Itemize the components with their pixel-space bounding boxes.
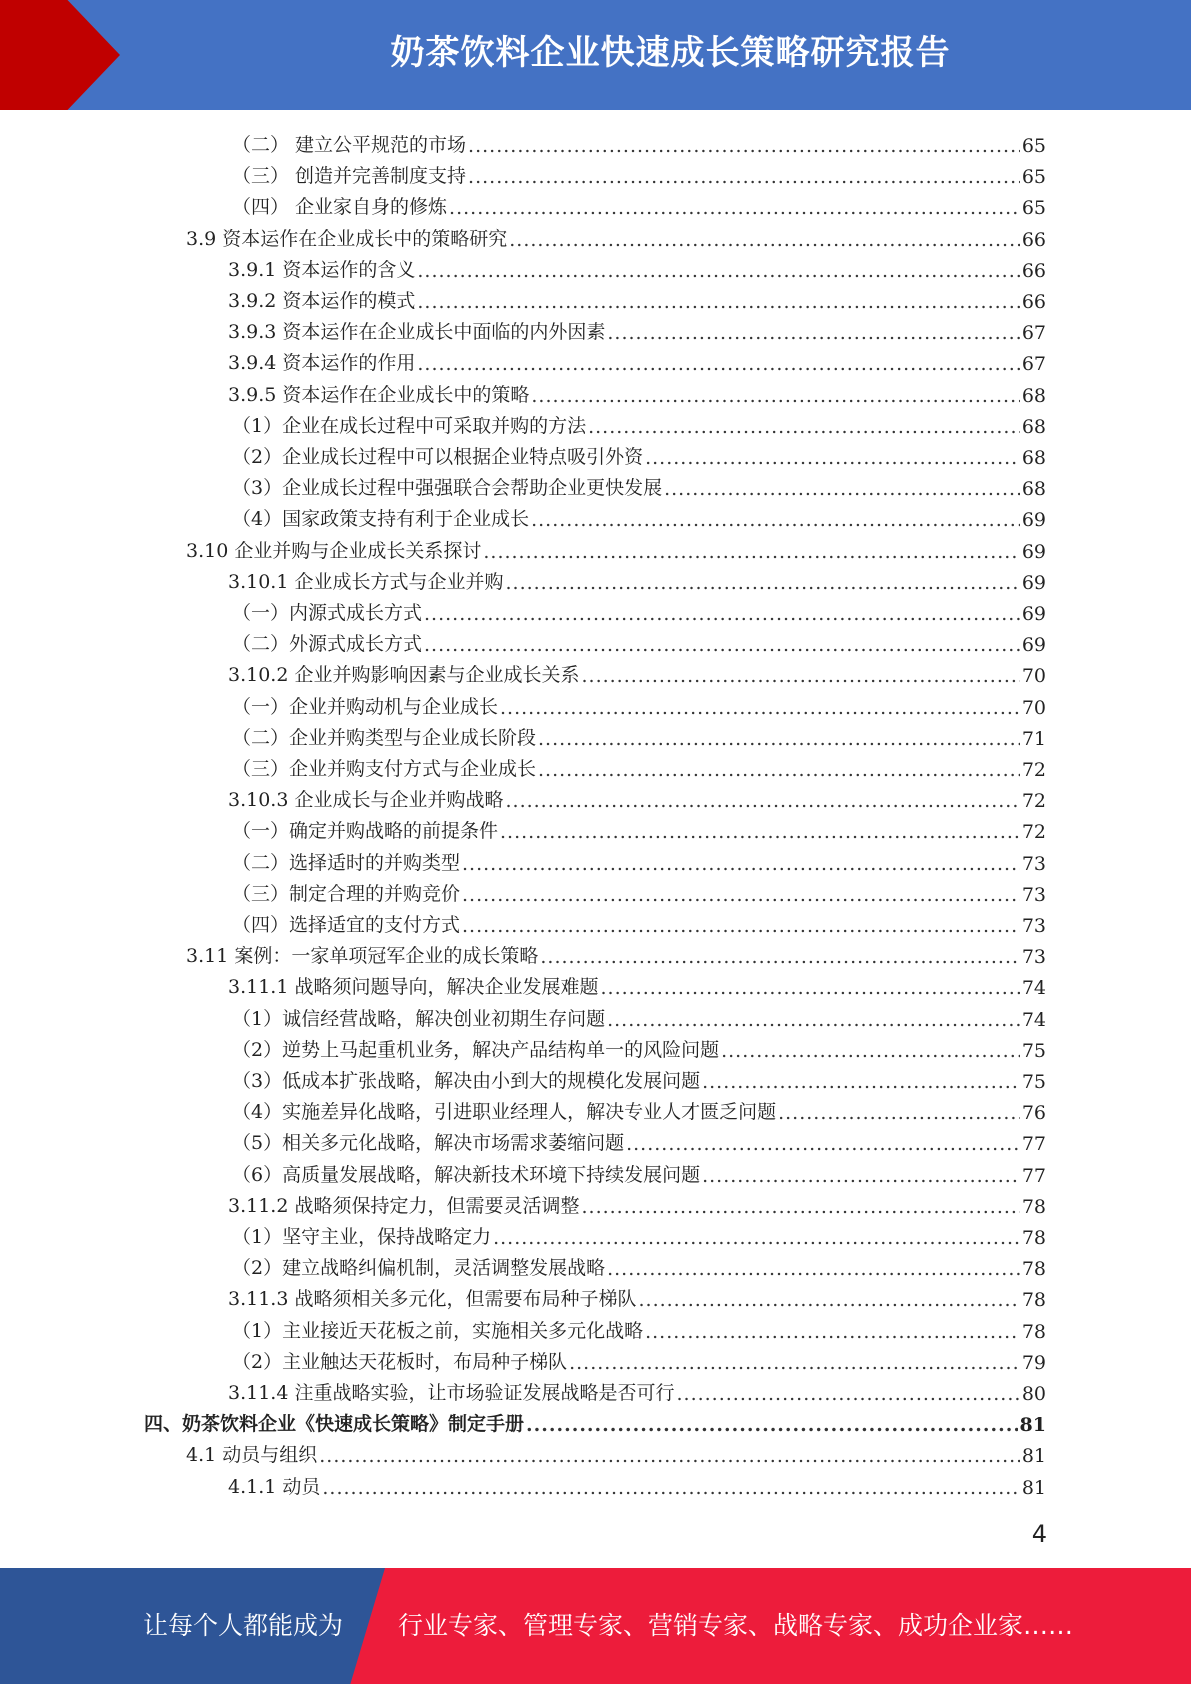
toc-entry-label: （一）内源式成长方式: [232, 602, 423, 624]
toc-entry[interactable]: [232, 1031, 1046, 1062]
toc-entry-label: （一）确定并购战略的前提条件: [232, 820, 499, 843]
toc-entry-page: 66: [1021, 259, 1046, 282]
toc-leader-dots: [676, 1383, 1019, 1405]
toc-entry-label: 3.10.1 企业成长方式与企业并购: [228, 570, 504, 593]
toc-entry-page: 71: [1021, 727, 1046, 750]
toc-entry-label: 3.9.4 资本运作的作用: [228, 352, 416, 375]
toc-entry-label: （2）企业成长过程中可以根据企业特点吸引外资: [232, 446, 644, 468]
toc-entry-label: （2）逆势上马起重机业务，解决产品结构单一的风险问题: [232, 1038, 720, 1061]
toc-leader-dots: [417, 291, 1019, 313]
toc-entry-page: 69: [1021, 509, 1046, 532]
toc-leader-dots: [721, 1040, 1020, 1062]
toc-entry[interactable]: [228, 313, 1046, 344]
toc-entry-label: 3.9.2 资本运作的模式: [228, 290, 416, 312]
toc-entry-page: 79: [1021, 1351, 1046, 1374]
toc-leader-dots: [531, 385, 1019, 407]
toc-entry[interactable]: [232, 1093, 1046, 1124]
toc-entry-label: 3.11.4 注重战略实验，让市场验证发展战略是否可行: [228, 1382, 675, 1404]
toc-entry[interactable]: [186, 532, 1046, 563]
toc-entry[interactable]: [232, 812, 1046, 843]
toc-leader-dots: [538, 728, 1020, 750]
toc-leader-dots: [581, 1196, 1019, 1218]
toc-leader-dots: [509, 229, 1020, 251]
toc-entry-label: 3.10.3 企业成长与企业并购战略: [228, 789, 504, 812]
toc-entry[interactable]: [232, 469, 1046, 500]
toc-entry[interactable]: [232, 1062, 1046, 1093]
toc-entry-page: 66: [1021, 228, 1046, 251]
toc-entry-page: 76: [1021, 1102, 1046, 1125]
toc-entry-label: （四） 企业家自身的修炼: [232, 196, 448, 219]
toc-entry-page: 72: [1021, 821, 1046, 844]
toc-entry[interactable]: [232, 875, 1046, 906]
toc-entry-page: 70: [1021, 696, 1046, 719]
toc-entry-page: 77: [1021, 1133, 1046, 1156]
toc-entry-label: （一）企业并购动机与企业成长: [232, 695, 499, 718]
toc-leader-dots: [462, 853, 1020, 875]
toc-entry-page: 75: [1021, 1071, 1046, 1093]
toc-leader-dots: [319, 1445, 1020, 1467]
toc-entry[interactable]: [228, 1468, 1046, 1499]
toc-leader-dots: [505, 790, 1019, 812]
toc-entry[interactable]: [232, 594, 1046, 625]
toc-entry-page: 78: [1021, 1258, 1046, 1281]
toc-entry[interactable]: [186, 220, 1046, 251]
toc-entry[interactable]: [186, 1436, 1046, 1467]
toc-entry[interactable]: [228, 968, 1046, 999]
toc-leader-dots: [493, 1227, 1020, 1249]
toc-leader-dots: [607, 1009, 1020, 1031]
toc-entry[interactable]: [228, 282, 1046, 313]
toc-leader-dots: [483, 541, 1019, 563]
toc-entry[interactable]: [232, 1249, 1046, 1280]
toc-entry-page: 73: [1021, 883, 1046, 906]
toc-entry[interactable]: [232, 625, 1046, 656]
toc-entry-page: 68: [1021, 478, 1046, 501]
toc-leader-dots: [468, 135, 1020, 157]
toc-entry-label: 4.1 动员与组织: [186, 1444, 318, 1467]
toc-entry[interactable]: [232, 407, 1046, 438]
toc-entry-label: （二） 建立公平规范的市场: [232, 134, 467, 156]
toc-entry-page: 77: [1021, 1164, 1046, 1187]
toc-entry-label: 3.10 企业并购与企业成长关系探讨: [186, 539, 482, 562]
toc-leader-dots: [424, 603, 1020, 625]
toc-entry[interactable]: [232, 1218, 1046, 1249]
footer-slogan-left: 让每个人都能成为: [143, 1611, 344, 1640]
toc-leader-dots: [417, 353, 1019, 375]
header-red-arrow: [0, 0, 150, 110]
toc-entry-page: 73: [1021, 852, 1046, 875]
toc-entry-page: 70: [1021, 665, 1046, 688]
toc-entry-label: 3.9.1 资本运作的含义: [228, 258, 416, 281]
toc-entry-page: 68: [1021, 384, 1046, 407]
toc-entry-label: （1）企业在成长过程中可采取并购的方法: [232, 414, 587, 437]
toc-leader-dots: [417, 260, 1019, 282]
toc-leader-dots: [468, 166, 1020, 188]
toc-entry-page: 68: [1021, 447, 1046, 469]
toc-entry[interactable]: [228, 563, 1046, 594]
toc-leader-dots: [569, 1352, 1020, 1374]
toc-entry[interactable]: [232, 1343, 1046, 1374]
toc-entry-page: 75: [1021, 1039, 1046, 1062]
toc-entry[interactable]: [228, 1374, 1046, 1405]
toc-entry-page: 81: [1019, 1414, 1046, 1437]
toc-entry-label: 3.10.2 企业并购影响因素与企业成长关系: [228, 664, 580, 687]
toc-entry-label: 3.11.1 战略须问题导向，解决企业发展难题: [228, 976, 599, 999]
toc-entry[interactable]: [232, 719, 1046, 750]
toc-entry[interactable]: [232, 157, 1046, 188]
toc-entry[interactable]: [232, 844, 1046, 875]
toc-leader-dots: [607, 1258, 1020, 1280]
toc-leader-dots: [664, 478, 1020, 500]
toc-entry[interactable]: [232, 500, 1046, 531]
toc-leader-dots: [600, 977, 1019, 999]
toc-entry-page: 66: [1021, 291, 1046, 313]
report-title: 奶茶饮料企业快速成长策略研究报告: [390, 33, 951, 73]
toc-entry[interactable]: [228, 781, 1046, 812]
toc-entry[interactable]: [232, 688, 1046, 719]
toc-entry-page: 65: [1021, 197, 1046, 220]
toc-leader-dots: [607, 322, 1019, 344]
toc-entry-label: （4）国家政策支持有利于企业成长: [232, 508, 530, 531]
toc-entry-label: （三）企业并购支付方式与企业成长: [232, 758, 537, 780]
toc-entry-page: 65: [1021, 166, 1046, 189]
toc-leader-dots: [531, 509, 1020, 531]
toc-leader-dots: [424, 634, 1020, 656]
toc-entry-page: 73: [1021, 946, 1046, 969]
toc-entry[interactable]: [228, 344, 1046, 375]
toc-entry-label: 4.1.1 动员: [228, 1475, 321, 1498]
toc-entry-page: 78: [1021, 1195, 1046, 1218]
toc-entry-label: （二）企业并购类型与企业成长阶段: [232, 726, 537, 749]
toc-leader-dots: [588, 416, 1020, 438]
toc-leader-dots: [462, 884, 1020, 906]
toc-entry-page: 67: [1021, 353, 1046, 376]
toc-entry-label: （二）选择适时的并购类型: [232, 851, 461, 874]
toc-entry[interactable]: [228, 1187, 1046, 1218]
toc-entry[interactable]: [232, 1312, 1046, 1343]
toc-leader-dots: [500, 697, 1020, 719]
toc-entry-page: 78: [1021, 1289, 1046, 1312]
toc-entry-page: 74: [1021, 977, 1046, 1000]
page-header: [0, 0, 1191, 110]
toc-entry[interactable]: [232, 750, 1046, 781]
toc-entry-page: 69: [1021, 603, 1046, 625]
toc-entry[interactable]: [232, 438, 1046, 469]
toc-entry[interactable]: [228, 376, 1046, 407]
toc-entry-page: 81: [1021, 1445, 1046, 1468]
toc-entry-page: 80: [1021, 1383, 1046, 1405]
toc-entry-page: 72: [1021, 759, 1046, 781]
toc-entry-page: 69: [1021, 634, 1046, 657]
toc-leader-dots: [449, 197, 1020, 219]
toc-entry-label: （二）外源式成长方式: [232, 633, 423, 656]
toc-leader-dots: [638, 1289, 1019, 1311]
toc-entry-page: 74: [1021, 1008, 1046, 1031]
toc-entry-label: 3.9.5 资本运作在企业成长中的策略: [228, 383, 530, 406]
toc-entry-label: （1）主业接近天花板之前，实施相关多元化战略: [232, 1319, 644, 1342]
toc-entry[interactable]: [232, 126, 1046, 157]
toc-entry-label: （6）高质量发展战略，解决新技术环境下持续发展问题: [232, 1163, 701, 1186]
toc-entry[interactable]: [232, 188, 1046, 219]
toc-entry-page: 67: [1021, 322, 1046, 345]
page-number: 4: [1031, 1520, 1047, 1548]
toc-entry[interactable]: [232, 906, 1046, 937]
toc-entry[interactable]: [232, 1156, 1046, 1187]
toc-entry-page: 78: [1021, 1320, 1046, 1343]
toc-entry-page: 69: [1021, 571, 1046, 594]
toc-entry-label: 3.9.3 资本运作在企业成长中面临的内外因素: [228, 321, 606, 344]
toc-leader-dots: [702, 1071, 1020, 1093]
toc-entry[interactable]: [186, 937, 1046, 968]
page-footer: [0, 1568, 1191, 1684]
toc-leader-dots: [540, 946, 1019, 968]
toc-leader-dots: [526, 1414, 1018, 1436]
toc-entry-label: （三） 创造并完善制度支持: [232, 165, 467, 188]
toc-entry-label: （三）制定合理的并购竞价: [232, 882, 461, 905]
toc-entry-label: 3.9 资本运作在企业成长中的策略研究: [186, 227, 508, 250]
toc-entry-page: 73: [1021, 915, 1046, 937]
toc-entry-label: 3.11.3 战略须相关多元化，但需要布局种子梯队: [228, 1288, 637, 1311]
toc-leader-dots: [778, 1102, 1020, 1124]
toc-entry-page: 72: [1021, 790, 1046, 813]
toc-leader-dots: [462, 915, 1020, 937]
toc-leader-dots: [322, 1477, 1019, 1499]
toc-entry-page: 69: [1021, 540, 1046, 563]
toc-leader-dots: [645, 447, 1020, 469]
toc-leader-dots: [505, 572, 1019, 594]
toc-leader-dots: [645, 1321, 1020, 1343]
toc-entry-page: 81: [1021, 1476, 1046, 1499]
toc-entry-label: （3）低成本扩张战略，解决由小到大的规模化发展问题: [232, 1070, 701, 1092]
toc-leader-dots: [500, 821, 1020, 843]
toc-entry-page: 78: [1021, 1227, 1046, 1249]
toc-leader-dots: [538, 759, 1020, 781]
toc-entry-label: 四、奶茶饮料企业《快速成长策略》制定手册: [144, 1413, 525, 1436]
toc-entry[interactable]: [228, 251, 1046, 282]
toc-entry-label: （2）主业触达天花板时，布局种子梯队: [232, 1350, 568, 1373]
toc-entry-page: 65: [1021, 135, 1046, 157]
toc-entry-label: （3）企业成长过程中强强联合会帮助企业更快发展: [232, 477, 663, 500]
toc-entry[interactable]: [232, 1124, 1046, 1155]
toc-entry-page: 68: [1021, 415, 1046, 438]
toc-leader-dots: [702, 1165, 1020, 1187]
toc-leader-dots: [626, 1133, 1020, 1155]
toc-entry[interactable]: [144, 1405, 1046, 1436]
toc-entry[interactable]: [232, 1000, 1046, 1031]
toc-entry-label: （5）相关多元化战略，解决市场需求萎缩问题: [232, 1132, 625, 1155]
toc-entry-label: （1）坚守主业，保持战略定力: [232, 1226, 492, 1248]
toc-entry[interactable]: [228, 1280, 1046, 1311]
toc-entry-label: 3.11.2 战略须保持定力，但需要灵活调整: [228, 1194, 580, 1217]
toc-entry[interactable]: [228, 656, 1046, 687]
toc-entry-label: 3.11 案例：一家单项冠军企业的成长策略: [186, 945, 539, 968]
footer-slogan-right: 行业专家、管理专家、营销专家、战略专家、成功企业家……: [398, 1611, 1074, 1640]
toc-entry-label: （2）建立战略纠偏机制，灵活调整发展战略: [232, 1257, 606, 1280]
toc-entry-label: （4）实施差异化战略，引进职业经理人，解决专业人才匮乏问题: [232, 1101, 777, 1124]
toc-leader-dots: [581, 665, 1019, 687]
toc-entry-label: （四）选择适宜的支付方式: [232, 914, 461, 936]
toc-entry-label: （1）诚信经营战略，解决创业初期生存问题: [232, 1007, 606, 1030]
